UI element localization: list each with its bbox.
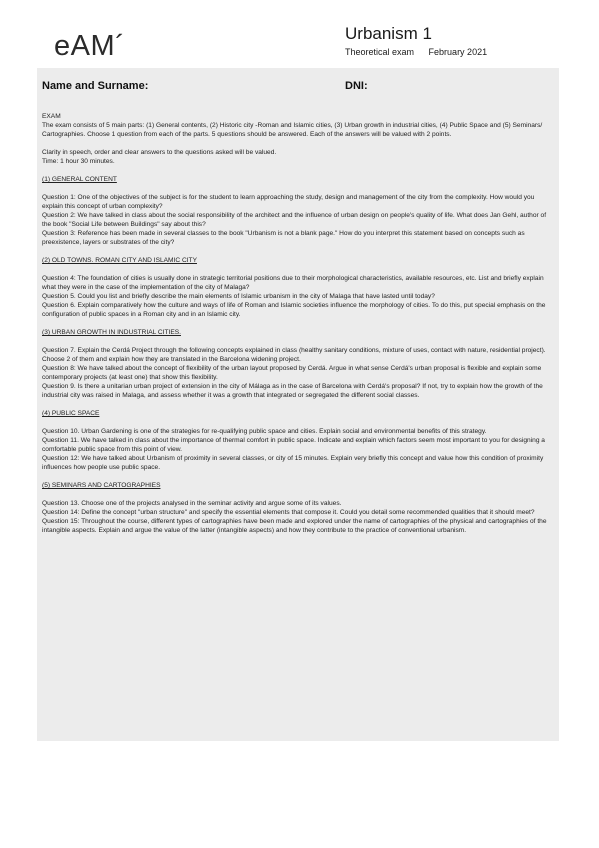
question-2: Question 2: We have talked in class about the social responsibility of the architect and the influence of urban design on people's quality of life. What does Jan Gehl, author of the book "Social Life between Buildings" say about this?: [42, 212, 547, 228]
intro-description: The exam consists of 5 main parts: (1) General contents, (2) Historic city -Roman and Islamic cities, (3) Urban growth in industrial cities, (4) Public Space and (5) Seminars/ Cartographies. Choose 1 question from each of the parts. 5 questions should be answered. Each of the answers will be valued with 2 points.: [42, 122, 543, 138]
question-10: Question 10. Urban Gardening is one of the strategies for re-qualifying public space and cities. Explain social and environmental benefits of this strategy.: [42, 428, 487, 435]
intro-clarity: Clarity in speech, order and clear answers to the questions asked will be valued.: [42, 149, 277, 156]
question-4: Question 4: The foundation of cities is usually done in strategic territorial positions due to their morphological characteristics, available resources, etc. List and briefly explain what they were in the case of the implementation of the city of Malaga?: [42, 275, 544, 291]
dni-label: DNI:: [345, 80, 368, 92]
question-1: Question 1: One of the objectives of the subject is for the student to learn approaching the study, design and management of the city from the complexity. How would you explain this concept of urban complexity?: [42, 194, 535, 210]
course-title: Urbanism 1: [345, 24, 432, 43]
question-7: Question 7. Explain the Cerdá Project through the following concepts explained in class (healthy sanitary conditions, mixture of uses, contact with nature, residential project). Choose 2 of them and explain how they are translated in the Barcelona widening project.: [42, 347, 546, 363]
question-3: Question 3: Reference has been made in several classes to the book "Urbanism is not a blank page." How do you interpret this statement based on concepts such as preexistence, layers or substrates of the city?: [42, 230, 525, 246]
exam-content: [42, 112, 556, 535]
exam-subtitle: [345, 47, 499, 57]
question-5: Question 5. Could you list and briefly describe the main elements of Islamic urbanism in the city of Malaga that have lasted until today?: [42, 293, 435, 300]
question-9: Question 9. Is there a unitarian urban project of extension in the city of Málaga as in the case of Barcelona with Cerdá's proposal? If not, try to explain how the growth of the industrial city was raised in Malaga, and assess whether it was a growth that integrated or segregated the different social classes.: [42, 383, 543, 399]
question-15: Question 15: Throughout the course, different types of cartographies have been made and explored under the name of cartographies of the physical and cartographies of the intangible aspects. Explain and argue the value of the latter (intangible aspects) and how they contribute to the practice of conventional urbanism.: [42, 518, 547, 534]
exam-date: February 2021: [428, 47, 488, 57]
intro-heading: EXAM: [42, 113, 61, 120]
question-13: Question 13. Choose one of the projects analysed in the seminar activity and argue some of its values.: [42, 500, 342, 507]
section-heading-3: (3) URBAN GROWTH IN INDUSTRIAL CITIES.: [42, 329, 181, 336]
section-heading-4: (4) PUBLIC SPACE: [42, 410, 100, 417]
intro-time: Time: 1 hour 30 minutes.: [42, 158, 115, 165]
section-heading-1: (1) GENERAL CONTENT: [42, 176, 117, 183]
question-6: Question 6. Explain comparatively how the culture and ways of life of Roman and Islamic societies influence the morphology of cities. To do this, put special emphasis on the configuration of public spaces in a Roman city and in an Islamic city.: [42, 302, 546, 318]
section-heading-5: (5) SEMINARS AND CARTOGRAPHIES: [42, 482, 161, 489]
question-12: Question 12: We have talked about Urbanism of proximity in several classes, or city of 15 minutes. Explain very briefly this concept and value how this condition of proximity influences how people use public space.: [42, 455, 544, 471]
exam-type: Theoretical exam: [345, 47, 415, 57]
question-8: Question 8: We have talked about the concept of flexibility of the urban layout proposed by Cerdá. Argue in what sense Cerdá's urban proposal is flexible and explain some contemporary projects (at least one) that show this flexibility.: [42, 365, 542, 381]
eam-logo: eAM´: [54, 30, 126, 62]
section-heading-2: (2) OLD TOWNS. ROMAN CITY AND ISLAMIC CITY: [42, 257, 197, 264]
question-14: Question 14: Define the concept "urban structure" and specify the essential elements that compose it. Could you detail some recommended qualities that it should meet?: [42, 509, 535, 516]
question-11: Question 11. We have talked in class about the importance of thermal comfort in public space. Indicate and explain which factors seem most important to you for designing a comfortable public space from this point of view.: [42, 437, 545, 453]
name-surname-label: Name and Surname:: [42, 80, 149, 92]
